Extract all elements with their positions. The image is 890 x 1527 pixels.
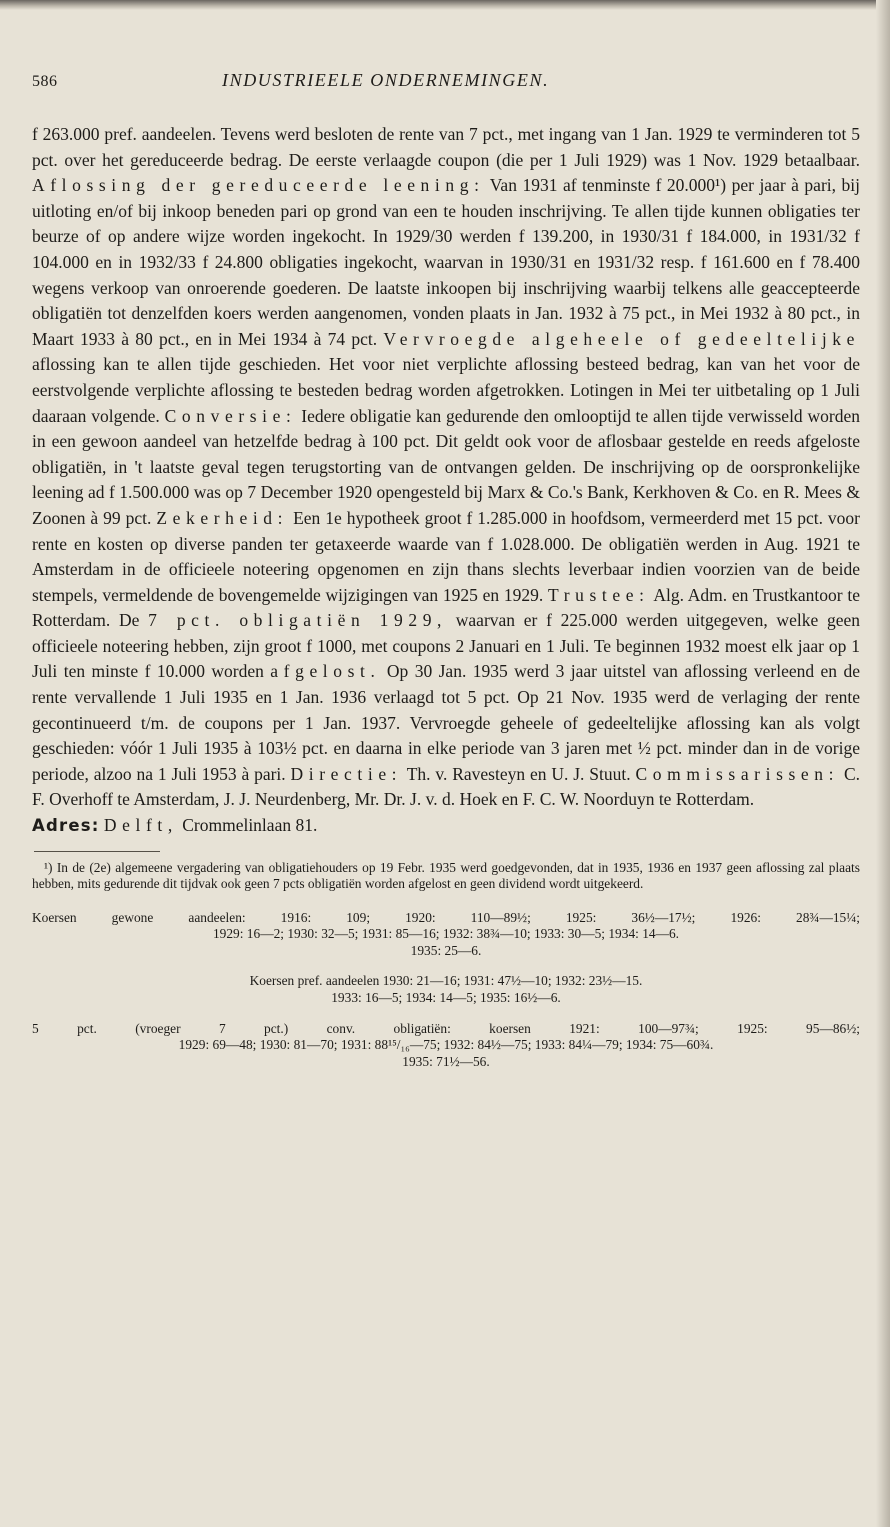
- running-title: INDUSTRIEELE ONDERNEMINGEN.: [222, 70, 550, 90]
- text-run: Op 30 Jan. 1935 werd 3 jaar uitstel van aflossing verleend en de rente vervallende 1 Juli 1935 en 1 Jan. 1936 verlaagd tot 5 pct. Op 21 Nov. 1935 werd de verlaging der rente gecontinueerd t/m. de coupons per 1 Jan. 1937. Vervroegde geheele of gedeeltelijke aflossing kan als volgt geschieden: vóór 1 Juli 1935 à 103½ pct. en daarna in elke periode van 3 jaren met ½ pct. minder dan in de vorige periode, alzoo na 1 Juli 1953 à pari.: [32, 661, 860, 784]
- spaced-heading-commissarissen: Commissarissen:: [635, 763, 840, 784]
- spaced-heading-aflossing: Aflossing der gereduceerde leening:: [32, 175, 485, 196]
- address-label: Adres:: [32, 816, 100, 836]
- spaced-heading-directie: Directie:: [290, 763, 403, 784]
- body-text: [32, 122, 860, 839]
- quote-line: 1933: 16—5; 1934: 14—5; 1935: 16½—6.: [331, 990, 561, 1005]
- text-run: C. F. Overhoff te Amsterdam, J. J. Neurdenberg, Mr. Dr. J. v. d. Hoek en F. C. W. Noorduyn te Rotterdam.: [32, 763, 860, 810]
- address-line: [32, 813, 860, 839]
- page-header: [32, 70, 860, 106]
- text-run: f 263.000 pref. aandeelen. Tevens werd besloten de rente van 7 pct., met ingang van 1 Jan. 1929 te verminderen tot 5 pct. over het gereduceerde bedrag. De eerste verlaagde coupon (die per 1 Juli 1929) was 1 Nov. 1929 betaalbaar.: [32, 124, 860, 170]
- quote-line: Koersen gewone aandeelen: 1916: 109; 1920: 110—89½; 1925: 36½—17½; 1926: 28¾—15¼;: [32, 909, 860, 925]
- page: [32, 70, 860, 1084]
- text-run: Een 1e hypotheek groot f 1.285.000 in hoofdsom, vermeerderd met 15 pct. voor rente en kosten op diverse panden ter getaxeerde waarde van f 1.028.000. De obligatiën werden in Aug. 1921 te Amsterdam in de officieele noteering opgenomen en zijn thans slechts leverbaar indien voorzien van de beide stempels, vermeldende de bovengemelde wijzigingen van 1925 en 1929.: [32, 507, 860, 605]
- body-paragraph: [32, 122, 860, 813]
- price-quotations: [32, 910, 860, 1071]
- page-number: 586: [32, 73, 58, 90]
- text-run: Alg. Adm. en Trustkantoor te Rotterdam. De: [32, 584, 860, 631]
- footnote-divider: [34, 851, 160, 852]
- spaced-heading-conversie: Conversie:: [164, 405, 297, 426]
- text-run: aflossing kan te allen tijde geschieden. Het voor niet verplichte aflossing besteed bedrag, kan van het voor de eerstvolgende verplichte aflossing te besteden bedrag worden afgetrokken. Lotingen in Mei ter uitbetaling op 1 Juli daaraan volgende.: [32, 354, 860, 426]
- spaced-heading-vervroegde: Vervroegde algeheele of gedeeltelijke: [383, 328, 860, 349]
- quotes-gewone-aandeelen: [32, 910, 860, 960]
- address-city: Delft,: [103, 815, 178, 836]
- text-run: Iedere obligatie kan gedurende den omlooptijd te allen tijde verwisseld worden in een gewoon aandeel van hetzelfde bedrag à 100 pct. Dit geldt ook voor de aflosbaar gestelde en reeds afgeloste obligatiën, in 't laatste geval tegen terugstorting van de ontvangen gelden. De inschrijving op de oorspronkelijke leening ad f 1.500.000 was op 7 December 1920 opengesteld bij Marx & Co.'s Bank, Kerkhoven & Co. en R. Mees & Zoonen à 99 pct.: [32, 405, 861, 528]
- quote-line: 1929: 16—2; 1930: 32—5; 1931: 85—16; 1932: 38¾—10; 1933: 30—5; 1934: 14—6.: [212, 926, 680, 942]
- quote-line: 1929: 69—48; 1930: 81—70; 1931: 88¹⁵/₁₆—75; 1932: 84½—75; 1933: 84¼—79; 1934: 75—60¾.: [178, 1037, 714, 1053]
- quote-line: 5 pct. (vroeger 7 pct.) conv. obligatiën: koersen 1921: 100—97¾; 1925: 95—86½;: [32, 1020, 860, 1036]
- address-street: Crommelinlaan 81.: [177, 815, 318, 836]
- quote-line: 1935: 71½—56.: [402, 1053, 490, 1069]
- spaced-word-afgelost: afgelost.: [270, 661, 381, 682]
- spaced-heading-zekerheid: Zekerheid:: [156, 507, 289, 528]
- quote-line: 1935: 25—6.: [410, 942, 482, 958]
- scan-edge-right: [876, 0, 890, 1527]
- quotes-obligaties: [32, 1021, 860, 1071]
- scan-edge-top: [0, 0, 890, 10]
- footnote-text: ¹) In de (2e) algemeene vergadering van obligatiehouders op 19 Febr. 1935 werd goedgevonden, dat in 1935, 1936 en 1937 geen aflossing zal plaats hebben, mits gedurende dit tijdvak ook geen 7 pcts obligatiën worden afgelost en geen dividend wordt uitgekeerd.: [32, 859, 860, 891]
- quote-line: Koersen pref. aandeelen 1930: 21—16; 1931: 47½—10; 1932: 23½—15.: [249, 973, 643, 989]
- spaced-heading-trustee: Trustee:: [548, 584, 650, 605]
- footnote: [32, 860, 860, 892]
- quotes-pref-aandeelen: [32, 973, 860, 1006]
- spaced-heading-obligaties-1929: 7 pct. obligatiën 1929,: [148, 610, 448, 631]
- text-run: Van 1931 af tenminste f 20.000¹) per jaar à pari, bij uitloting en/of bij inkoop beneden pari op grond van een te houden inschrijving. Te allen tijde kunnen obligaties ter beurze of op andere wijze worden ingekocht. In 1929/30 werden f 139.200, in 1930/31 f 184.000, in 1931/32 f 104.000 en in 1932/33 f 24.800 obligaties ingekocht, waarvan in 1930/31 en 1931/32 resp. f 161.600 en f 78.400 wegens verkoop van onroerende goederen. De laatste inkoopen bij inschrijving waarbij telkens alle geaccepteerde obligatiën tot denzelfden koers werden aangenomen, vonden plaats in Jan. 1932 à 75 pct., in Mei 1932 à 80 pct., in Maart 1933 à 80 pct., en in Mei 1934 à 74 pct.: [32, 175, 860, 349]
- text-run: Th. v. Ravesteyn en U. J. Stuut.: [402, 763, 636, 784]
- text-run: waarvan er f 225.000 werden uitgegeven, welke geen officieele noteering hebben, zijn groot f 1000, met coupons 2 Januari en 1 Juli. Te beginnen 1932 moest elk jaar op 1 Juli ten minste f 10.000 worden: [32, 610, 860, 682]
